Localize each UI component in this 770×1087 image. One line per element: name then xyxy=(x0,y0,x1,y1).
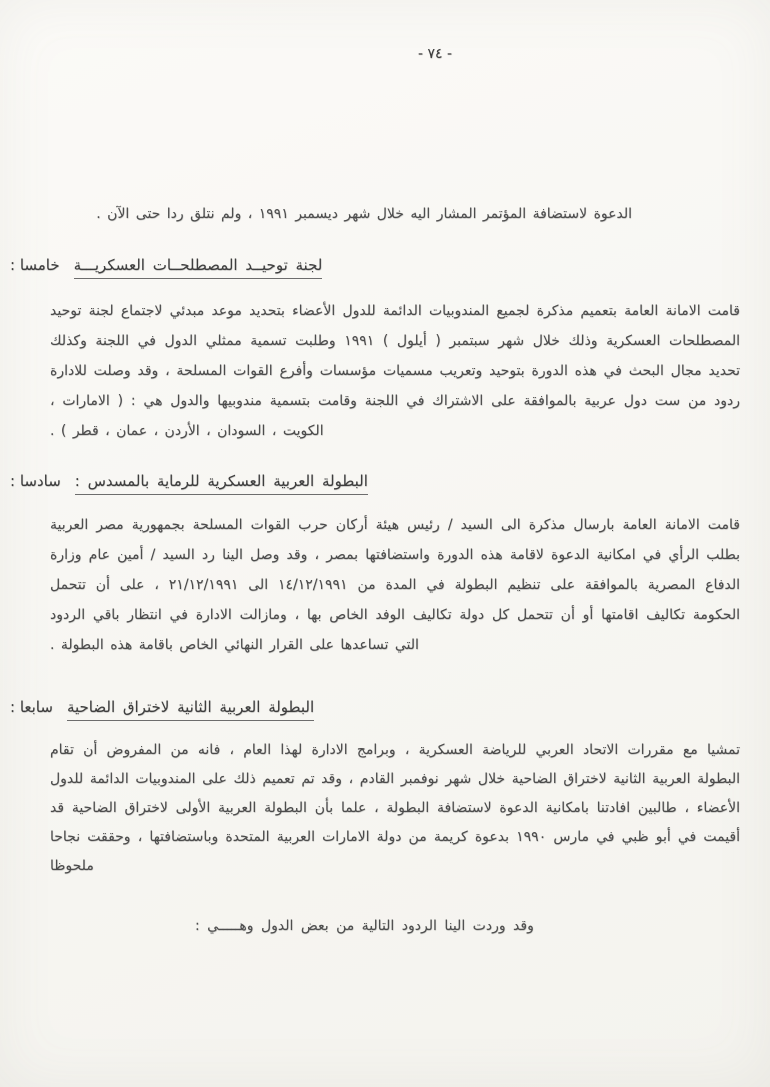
closing-line: وقد وردت الينا الردود التالية من بعض الدول وهـــــي : xyxy=(195,918,534,934)
section-body-fifth: قامت الامانة العامة بتعميم مذكرة لجميع المندوبيات الدائمة للدول الأعضاء بتحديد موعد مبدئي لاجتماع لجنة توحيد المصطلحات العسكرية وذلك خلال شهر سبتمبر ( أيلول ) ١٩٩١ وطلبت تسمية ممثلي الدول في اللجنة وكذلك تحديد مجال البحث في هذه الدورة بتوحيد وتعريب مسميات مؤسسات وأفرع القوات المسلحة ، وقد وصلت للادارة ردود من ست دول عربية بالموافقة على الاشتراك في اللجنة وقامت بتسمية مندوبيها والدول هي : ( الامارات ، الكويت ، السودان ، الأردن ، عمان ، قطر ) . xyxy=(50,303,741,439)
section-label: خامسا : xyxy=(10,256,60,274)
section-label: سابعا : xyxy=(10,698,53,716)
section-title: لجنة توحيــد المصطلحــات العسكريـــة xyxy=(74,256,323,279)
intro-continuation-line: الدعوة لاستضافة المؤتمر المشار اليه خلال شهر ديسمبر ١٩٩١ ، ولم نتلق ردا حتى الآن . xyxy=(96,206,632,222)
page-number: - ٧٤ - xyxy=(417,46,453,62)
section-heading-fifth xyxy=(10,256,322,279)
section-body-seventh: تمشيا مع مقررات الاتحاد العربي للرياضة العسكرية ، وبرامج الادارة لهذا العام ، فانه من المفروض أن تقام البطولة العربية الثانية لاختراق الضاحية خلال شهر نوفمبر القادم ، وقد تم تعميم ذلك على المندوبيات الدائمة للدول الأعضاء ، طالبين افادتنا بامكانية الدعوة لاستضافة البطولة ، علما بأن البطولة العربية الأولى لاختراق الضاحية قد أقيمت في أبو ظبي في مارس ١٩٩٠ بدعوة كريمة من دولة الامارات العربية المتحدة وباستضافتها ، وحققت نجاحا ملحوظا xyxy=(50,742,740,874)
section-heading-sixth xyxy=(10,472,368,495)
section-label: سادسا : xyxy=(10,472,61,490)
section-title: البطولة العربية العسكرية للرماية بالمسدس : xyxy=(75,472,368,495)
section-body-sixth: قامت الامانة العامة بارسال مذكرة الى السيد / رئيس هيئة أركان حرب القوات المسلحة بجمهورية مصر العربية بطلب الرأي في امكانية الدعوة لاقامة هذه الدورة واستضافتها بمصر ، وقد وصل الينا رد السيد / أمين عام وزارة الدفاع المصرية بالموافقة على تنظيم البطولة في المدة من ١٤/١٢/١٩٩١ الى ٢١/١٢/١٩٩١ ، على أن تتحمل الحكومة تكاليف اقامتها أو أن تتحمل كل دولة تكاليف الوفد الخاص بها ، ومازالت الادارة في انتظار باقي الردود التي تساعدها على القرار النهائي الخاص باقامة هذه البطولة . xyxy=(50,517,740,653)
section-heading-seventh xyxy=(10,698,314,721)
section-title: البطولة العربية الثانية لاختراق الضاحية xyxy=(67,698,314,721)
